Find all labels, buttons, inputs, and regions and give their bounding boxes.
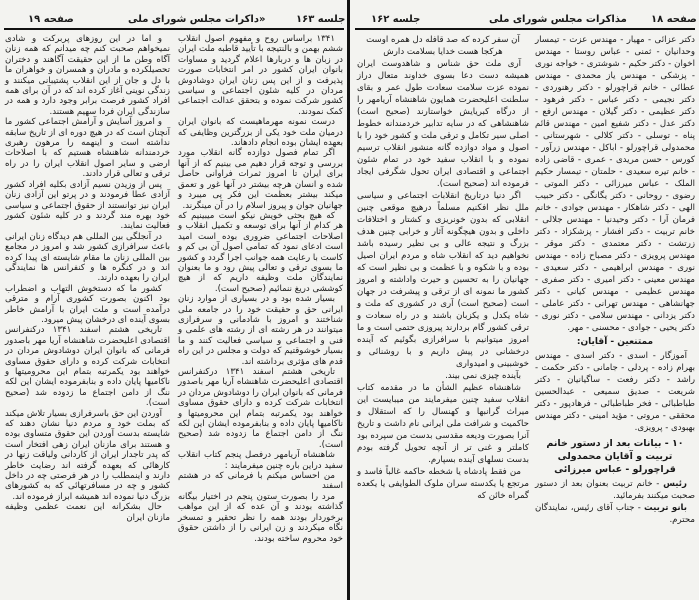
abstainers-list: آموزگار - اسدی - دکتر اسدی - مهندس بهرام زاده - پردلی - جامانی - دکتر حکمت - راشد - دکتر رفعت - ساگیانیان - دکتر شریعت - صدیق سمیعی - عبدالحسین طباطبائی - فخر طباطبائی - فرهادپور - دکتر محققی - مروتی - مؤید امینی - دکتر مهندس بهبودی - پرویزی. — [535, 351, 695, 433]
paragraph: درست نمونه مهرماهیست که بانوان ایران درمیان ملت خود یکی از بزرگترین وظایفی که بعهده ایشان بوده انجام دادهاند. — [178, 117, 343, 149]
paragraph: و اما در این روزهای پربرکت و شادی نمیخواهم صحبت کنم چه میدانم که همه زنان آگاه وطن ما از این حقیقت آگاهند و دختران تحصیلکرده و مادران و همسران و خواهران ما با دل و جان از این انقلاب پشتیبانی میکنند و زندگی نوینی آغاز کرده اند که در آن برای همه افراد کشور فرصت برابر وجود دارد و همه در سازندگی ایران فردا سهیم هستند. — [5, 34, 170, 117]
paragraph: اگر تمام فصول دوازده گانه انقلاب مورد بررسی و توجه قرار دهیم می بینیم که از آنها برای ایران تا امروز ثمرات فراوانی حاصل شده و انسان هرچه بیشتر در آنها غور و تعمق میکند بیشتر بعظمت این فکر پی میبرد و جهانیان جوان و پیروز اسلام را در آن مینگرند. — [178, 148, 343, 211]
paragraph: حال بشکرانه این نعمت عظمی وظیفه مازنان ایران — [5, 502, 170, 523]
verse-line: آن سفر کرده که صد قافله دل همره اوست — [366, 35, 520, 45]
paragraph: من احساس میکنم با فرمانی که در هشتم اسفند — [178, 471, 343, 492]
column-left — [357, 34, 529, 502]
paragraph: مرد را بصورت ستون پنجم در اختیار بیگانه گذاشته بودند و آن عده که از این مواهب برخوردار بودند همه را نظر تحقیر و تمسخر نگاه میکردند و زن ایرانی را از داشتن حقوق خود محروم ساخته بودند. — [178, 491, 343, 544]
page-gutter — [347, 0, 350, 600]
paragraph: ۱۳۴۱ براساس روح و مفهوم اصول انقلاب ششم بهمن و بالنتیجه با تأیید قاطبه ملت ایران در زبان ها و دربارها اعلام گردید و مساوات بانوان ایران کشور در امر انتخابات صورت پذیرفت و از این پس زنان ایران دوشادوش مردان در کلیه شئون اجتماعی و سیاسی کشور شرکت نموده و بتحقق عدالت اجتماعی کمک نمودند. — [178, 34, 343, 117]
running-title: «داکرات مجلس شورای ملی — [128, 14, 266, 25]
abstainers-heading: ممتنعین - آقایان: — [576, 337, 654, 347]
section-heading: ۱۰ - بیانات بعد از دستور خانم تربیت و آقایان محمدولی قراچورلو - عباس میرزائی — [546, 438, 684, 475]
paragraph: بآینده چیزی نمی بیند. — [445, 371, 521, 381]
running-title: مذاکرات مجلس شورای ملی — [489, 14, 627, 25]
speaker-label: بانو تربیت — [644, 503, 688, 513]
paragraph: آری ملت حق شناس و شاهدوست ایران همیشه دست دعا بسوی خداوند متعال دراز نموده عزت سلامت سعادت طول عمر و بقای سلطنت اعلیحضرت همایون شاهنشاه آریامهر را از درگاه کبریایش خواستارند (صحیح است) شاهنشاهی که در سایه تدابیر خردمندانه خطوط اصلی سیر تکامل و ترقی ملت و کشور خود را با اصول و مواد دوازده گانه منشور انقلاب ترسیم نموده و با انقلاب سفید خود در تمام شئون اجتماعی و اقتصادی ایران تحول شگرفی ایجاد فرموده اند (صحیح است). — [357, 59, 529, 189]
paragraph: و امروز آسایش و آرامش اجتماعی کشور ما آنچنان است که در هیچ دوره ای از تاریخ سابقه نداشته است و اینهمه را مرهون رهبری خردمندانه شاهنشاه هستیم که با اصلاحات ارضی و سایر اصول انقلاب ایران را در راه ترقی و تعالی قرار دادند. — [5, 117, 170, 180]
session-number: جلسه ۱۶۲ — [371, 14, 421, 25]
paragraph: شاهنشاه عظیم الشأن ما در مقدمه کتاب انقلاب سفید چنین میفرمایند من میبایست این میراث گرانبها و کهنسال را که استقلال و حاکمیت و شرافت ملی ایرانی نام داشت و تاریخ آنرا بصورت ودیعه مقدسی بدست من سپرده بود کاملتر و غنی تر از آنچه تحویل گرفته بودم بدست نسلهای آینده بسپارم. — [357, 383, 529, 465]
header-rule — [4, 28, 344, 30]
column-right — [535, 34, 695, 526]
paragraph: من فقط پادشاه یا شخطه حاکمه غالباً فاسد و مرتجع یا یکدسته سران ملوک الطوایفی یا یکعده گمراه خائن که — [357, 467, 529, 501]
paragraph: کشور ما که دستخوش التهاب و اضطراب بود اکنون بصورت کشوری آرام و مترقی درآمده است و ملت ایران با آرامش خاطر بسوی آینده ای درخشان پیش میرود. — [5, 283, 170, 325]
speech-text: - جناب آقای رئیس، نمایندگان محترم. — [535, 503, 695, 525]
paragraph: که هیچ بحثی خویش نیکو است میبینیم که هر کدام از آنها برای توسعه و تکمیل انقلاب و اصلاحات اجتماعی ضروری بوده است امید است ادعای نمود که تمامی اصول آن بی کم و کاست با رعایت همه جوانب اجرا گردد و کشور ما بسوی ترقی و تعالی پیش رود و ما بعنوان نمایندگان ملت وظیفه داریم که از هیچ کوششی دریغ ننمائیم (صحیح است). — [178, 210, 343, 294]
paragraph: بسیار شده بود و در بسیاری از موارد زنان ایرانی حق و حقیقت خود را در جامعه ملی شناختند و امروز با شادمانی و سرفرازی میتوانند در هر رشته ای از رشته های علمی و فنی و اجتماعی و سیاسی فعالیت کنند و ما بسیار خوشوقتیم که دولت و مجلس در این راه قدم های مؤثری برداشته اند. — [178, 294, 343, 367]
paragraph: تاریخی هشتم اسفند ۱۳۴۱ درکنفرانس اقتصادی اعلیحضرت شاهنشاه آریا مهر باصدور فرمانی که بانوان ایران دوشادوش مردان در انتخابات شرکت کرده و دارای حقوق مساوی خواهند بود یکمرتبه بتمام این محرومیتها و ناکامیها پایان داده و بنابفرموده ایشان این لکه ننگ از دامن اجتماع ما زدوده شد (صحیح است). — [5, 325, 170, 409]
speaker-label: رئیس — [663, 479, 687, 489]
page-number: صفحه ۱۸ — [651, 14, 697, 25]
paragraph: شاهنشاه آریامهر درفصل پنجم کتاب انقلاب سفید دراین باره چنین میفرمایند : — [178, 450, 343, 471]
session-number: جلسه ۱۶۳ — [296, 14, 346, 25]
paragraph: آوردن این حق باسرفرازی بسیار تلاش میکند که بملت خود و مردم دنیا نشان دهند که شایسته بدست آوردن این حقوق متساوی بوده و هستند برای مازنان ایران زهی افتخار است که پدر تاجدار ایران از کاردانی ولیاقت زنها در کارهائی که بعهده گرفته اند رضایت خاطر دارند و اینمطلب را در هر فرصتی چه در داخل کشور و چه در مسافرتهائی که به کشورهای بزرگ دنیا نموده اند همیشه ابراز فرموده اند. — [5, 408, 170, 502]
voters-list: دکتر عزائی - مهیار - مهندس عزت - تیمسار وحدانیان - ثمنی - عباس روستا - مهندس اخوان - دکتر حکیم - شوشتری - خواجه نوری - پزشکی - مهندس یاز محمدی - مهندس عطائی - خانم قراچورلو - دکتر رهنوردی - دکتر نجیمی - دکتر عباس - دکتر فرهود - دکتر عظیمی - دکتر گیلان - مهندس ارفع - دکتر عدل - دکتر شفیع امین - مهندس قائم پناه - توسلی - دکتر کلالی - شهرستانی - محمدولی قراچورلو - اباکل - مهندس زرآور - کورس - حسن مریدی - عمری - قاضی زاده - خانم تیره سعیدی - حلمتان - تیمسار حکیم الملک - عباس میرزائی - دکتر الموتی - رضوی - روحانی - دکتر یگانگی - دکتر حبیب الهی - دکتر شاهکار - مهندس جوادی - خانم فرمان آرا - دکتر وحیدنیا - مهندس جلالی - خانم تربیت - دکتر افشار - پزشکزاد - دکتر زرتشت - دکتر معتمدی - دکتر موقر - مهندس پرویزی - دکتر مصباح زاده - مهندس نوری - مهندس ابراهیمی - دکتر سعیدی - مهندس معینی - دکتر امیری - دکتر صفری - مهندس عظیمی - مهندس کیانی - دکتر جهانشاهی - مهندس تهرانی - دکتر عاملی - دکتر یزدانی - مهندس سلامی - دکتر نوری - دکتر یحیی - جوادی - محسنی - مهر. — [535, 35, 695, 333]
speech-text: - خانم تربیت بعنوان بعد از دستور صحبت میکنند بفرمائید. — [535, 479, 695, 501]
paragraph: در آنجلگی بین المللی هم دیدگاه زنان ایرانی باعث سرافرازی کشور شد و امروز در مجامع بین المللی زنان ما مقام شایسته ای پیدا کرده اند و در کنگره ها و کنفرانس ها نمایندگی ایران را بعهده دارند. — [5, 231, 170, 284]
header-rule — [355, 28, 695, 30]
page-number: صفحه ۱۹ — [28, 14, 74, 25]
two-column-text — [5, 34, 343, 544]
paragraph: پس از وزیدن نسیم آزادی بکلیه افراد کشور آزادی عطا فرمودند و در پرتو این آزادی زنان ایران نیز توانستند از حقوق اجتماعی و سیاسی خود بهره مند گردند و در کلیه شئون کشور فعالیت نمایند. — [5, 179, 170, 232]
paragraph: تاریخی هشتم اسفند ۱۳۴۱ درکنفرانس اقتصادی اعلیحضرت شاهنشاه آریا مهر باصدور فرمانی که بانوان ایران را دوشادوش مردان در انتخابات شرکت کرده و دارای حقوق مساوی خواهند بود یکمرتبه بتمام این محرومیتها و ناکامیها پایان داده و بنابفرموده ایشان این لکه ننگ از دامن اجتماع ما زدوده شد (صحیح است). — [178, 367, 343, 450]
paragraph: اگر دنیا درتاریخ انقلابات اجتماعی و سیاسی ملل نظر افکنیم مسلماً درهیچ موقعی چنین انقلابی که بدون خونریزی و کشتار و اختلافات داخلی و بدون هیچگونه آثار و خرابی چنین هدف بزرگ و نتیجه عالی و بی نظیر رسیده باشد نخواهیم دید که انقلاب شاه و مردم ایران اصیل بوده و با شکوه و با عظمت و بی نظیر است که جهانیان را به تحسین و حیرت واداشته و امروز کشور ما نمونه ای از ترقی و پیشرفت در جهان است (صحیح است) آری در کشوری که ملت و شاه یکدل و یکزبان باشند و در راه سعادت و ترقی کشور گام بردارند پیروزی حتمی است و ما امروز میتوانیم با سرافرازی بگوئیم که آینده درخشانی در پیش داریم و با روشنائی و خوشبینی و امیدواری — [357, 191, 529, 369]
verse-line: هرکجا هست خدایا بسلامت دارش — [383, 47, 503, 57]
